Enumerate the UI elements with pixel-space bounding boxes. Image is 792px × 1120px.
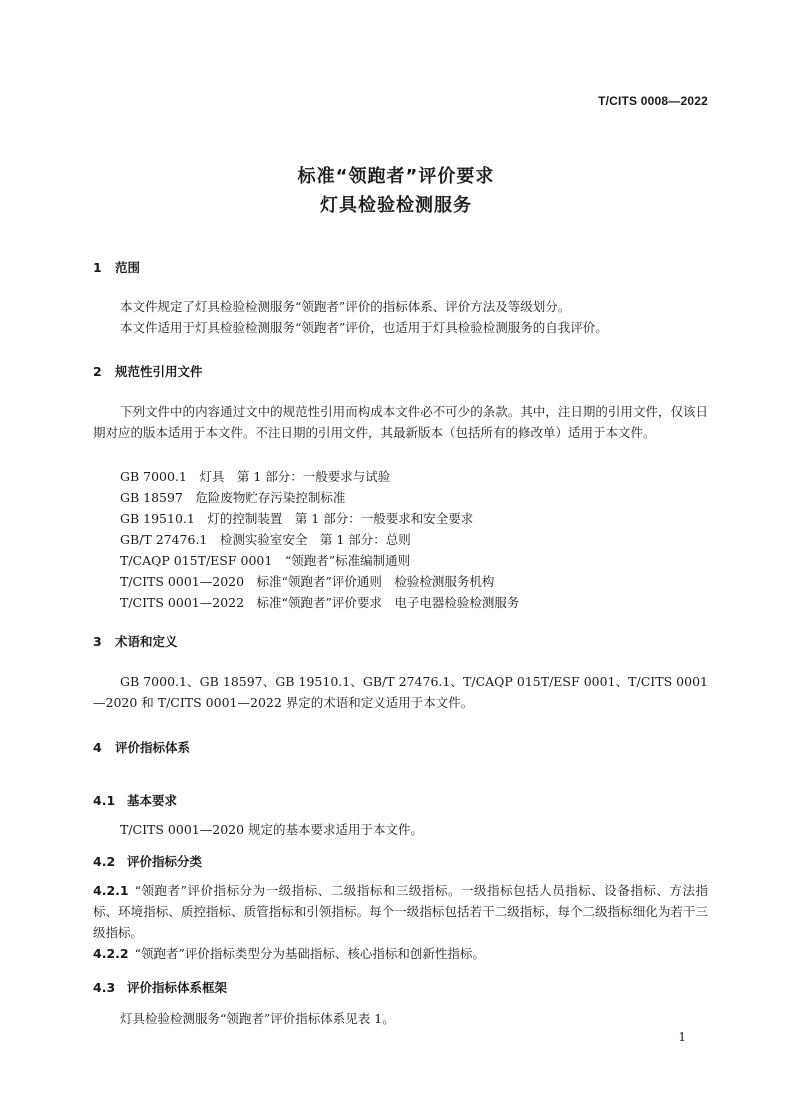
clause-text: “领跑者”评价指标类型分为基础指标、核心指标和创新性指标。 [134,946,485,961]
section-4-heading [93,738,190,756]
clause-4-2-2 [93,943,708,964]
framework-paragraph: 灯具检验检测服务“领跑者”评价指标体系见表 1。 [120,1011,395,1026]
document-code: T/CITS 0008—2022 [598,94,708,108]
document-title-line1: 标准“领跑者”评价要求 [297,166,495,187]
section-title: 基本要求 [127,793,178,808]
section-title: 术语和定义 [115,634,178,649]
section-number: 4 [93,740,102,755]
section-4-2-heading [93,852,202,870]
section-4-1-heading [93,791,177,809]
section-2-heading [93,362,203,380]
section-title: 范围 [115,260,141,275]
section-number: 4.2 [93,854,116,869]
section-number: 3 [93,634,102,649]
section-number: 4.1 [93,793,116,808]
clause-number: 4.2.2 [93,946,129,961]
reference-item: T/CAQP 015T/ESF 0001 “领跑者”标准编制通则 [120,553,411,568]
scope-paragraph-1: 本文件规定了灯具检验检测服务“领跑者”评价的指标体系、评价方法及等级划分。 [120,299,571,314]
reference-item: GB/T 27476.1 检测实验室安全 第 1 部分：总则 [120,532,411,547]
section-number: 1 [93,260,102,275]
section-title: 评价指标体系 [115,740,191,755]
normative-references-intro: 下列文件中的内容通过文中的规范性引用而构成本文件必不可少的条款。其中，注日期的引用文件，仅该日期对应的版本适用于本文件。不注日期的引用文件，其最新版本（包括所有的修改单）适用于本文件。 [93,404,708,440]
scope-paragraph-2: 本文件适用于灯具检验检测服务“领跑者”评价，也适用于灯具检验检测服务的自我评价。 [120,320,608,335]
clause-4-2-1 [93,880,708,943]
section-3-heading [93,632,178,650]
section-1-heading [93,258,140,276]
reference-item: T/CITS 0001—2020 标准“领跑者”评价通则 检验检测服务机构 [120,574,495,589]
clause-text: “领跑者”评价指标分为一级指标、二级指标和三级指标。一级指标包括人员指标、设备指标、方法指标、环境指标、质控指标、质管指标和引领指标。每个一级指标包括若干二级指标，每个二级指标细化为若干三级指标。 [93,883,708,940]
document-title-line2: 灯具检验检测服务 [320,195,472,216]
section-number: 2 [93,364,102,379]
section-title: 规范性引用文件 [115,364,203,379]
reference-item: GB 18597 危险废物贮存污染控制标准 [120,490,346,505]
section-title: 评价指标分类 [127,854,203,869]
clause-number: 4.2.1 [93,883,129,898]
reference-item: GB 19510.1 灯的控制装置 第 1 部分：一般要求和安全要求 [120,511,474,526]
section-title: 评价指标体系框架 [127,980,228,995]
terms-definitions-paragraph: GB 7000.1、GB 18597、GB 19510.1、GB/T 27476.1、T/CAQP 015T/ESF 0001、T/CITS 0001—2020 和 T/CITS 0001—2022 界定的术语和定义适用于本文件。 [93,674,708,710]
section-4-3-heading [93,978,227,996]
section-number: 4.3 [93,980,116,995]
reference-item: GB 7000.1 灯具 第 1 部分：一般要求与试验 [120,469,391,484]
basic-requirements-paragraph: T/CITS 0001—2020 规定的基本要求适用于本文件。 [120,822,424,837]
reference-item: T/CITS 0001—2022 标准“领跑者”评价要求 电子电器检验检测服务 [120,595,520,610]
page-number: 1 [678,1030,686,1044]
